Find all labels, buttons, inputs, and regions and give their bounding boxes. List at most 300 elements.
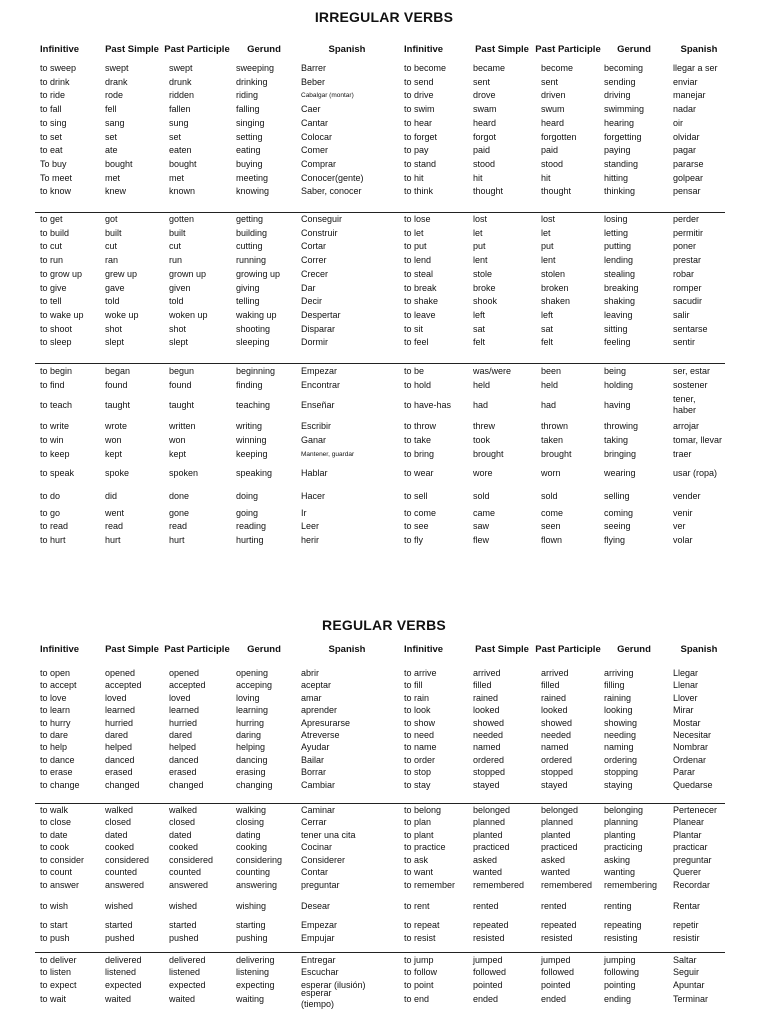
regular-cell-past-participle-2: pointed bbox=[541, 979, 571, 990]
irregular-cell-past-participle: done bbox=[169, 490, 190, 501]
regular-cell-infinitive: to push bbox=[40, 932, 70, 943]
irregular-cell-past-simple-2: lost bbox=[473, 214, 488, 224]
irregular-cell-spanish: Conocer(gente) bbox=[301, 172, 364, 183]
irregular-cell-past-simple: sang bbox=[105, 117, 125, 128]
irregular-cell-gerund-2: hearing bbox=[604, 117, 635, 128]
regular-cell-past-simple-2: resisted bbox=[473, 932, 505, 943]
irregular-cell-past-participle: given bbox=[169, 282, 191, 293]
regular-cell-spanish: tener una cita bbox=[301, 829, 356, 840]
irregular-cell-past-simple-2: left bbox=[473, 309, 486, 320]
irregular-cell-past-participle-2: swum bbox=[541, 104, 565, 115]
irregular-cell-spanish: Correr bbox=[301, 255, 327, 266]
regular-cell-past-simple: started bbox=[105, 920, 133, 931]
irregular-cell-past-participle: run bbox=[169, 255, 183, 266]
irregular-cell-past-participle-2: lent bbox=[541, 255, 556, 266]
irregular-cell-infinitive-2: to throw bbox=[404, 421, 437, 432]
regular-cell-gerund: helping bbox=[236, 742, 266, 753]
irregular-cell-infinitive: to grow up bbox=[40, 268, 83, 279]
irregular-cell-infinitive-2: to lend bbox=[404, 255, 432, 266]
regular-group-divider bbox=[35, 952, 725, 953]
regular-cell-gerund: listening bbox=[236, 967, 270, 978]
irregular-group-divider bbox=[35, 363, 725, 364]
regular-cell-gerund: considering bbox=[236, 854, 283, 865]
irregular-cell-infinitive-2: to lose bbox=[404, 214, 431, 224]
regular-cell-past-participle: closed bbox=[169, 817, 196, 828]
irregular-cell-spanish-2: sostener bbox=[673, 379, 708, 390]
irregular-cell-spanish: Conseguir bbox=[301, 214, 343, 224]
regular-cell-past-simple-2: wanted bbox=[473, 867, 503, 877]
regular-cell-infinitive: to dare bbox=[40, 730, 69, 740]
irregular-cell-past-simple-2: had bbox=[473, 400, 489, 411]
regular-cell-gerund: acceping bbox=[236, 680, 273, 691]
irregular-cell-past-simple: ran bbox=[105, 255, 119, 266]
irregular-cell-past-participle: swept bbox=[169, 63, 193, 73]
regular-cell-spanish: amar bbox=[301, 692, 322, 703]
irregular-cell-past-simple: shot bbox=[105, 323, 123, 334]
irregular-cell-spanish-2: traer bbox=[673, 448, 692, 459]
column-header-gerund: Gerund bbox=[247, 43, 281, 55]
irregular-cell-spanish-2: sentarse bbox=[673, 323, 708, 334]
irregular-cell-past-participle: gone bbox=[169, 507, 190, 518]
regular-cell-past-simple: delivered bbox=[105, 955, 142, 965]
regular-cell-infinitive-2: to want bbox=[404, 867, 434, 877]
irregular-cell-past-simple: slept bbox=[105, 337, 125, 348]
regular-cell-gerund: erasing bbox=[236, 767, 266, 778]
regular-cell-past-simple: considered bbox=[105, 854, 150, 865]
irregular-cell-past-simple: gave bbox=[105, 282, 125, 293]
irregular-cell-infinitive-2: to hold bbox=[404, 379, 432, 390]
regular-cell-spanish-2: Mirar bbox=[673, 705, 694, 716]
regular-cell-past-simple-2: planted bbox=[473, 829, 503, 840]
regular-cell-gerund-2: jumping bbox=[604, 955, 636, 965]
column-header-infinitive-2: Infinitive bbox=[404, 43, 444, 55]
regular-cell-gerund-2: ending bbox=[604, 994, 632, 1005]
irregular-cell-infinitive-2: to sell bbox=[404, 490, 428, 501]
regular-cell-gerund: pushing bbox=[236, 932, 268, 943]
irregular-cell-gerund-2: selling bbox=[604, 490, 630, 501]
irregular-cell-spanish-2: llegar a ser bbox=[673, 63, 718, 73]
irregular-cell-past-simple-2: lent bbox=[473, 255, 488, 266]
regular-cell-gerund: learning bbox=[236, 705, 269, 716]
regular-cell-spanish-2: Ordenar bbox=[673, 754, 707, 765]
irregular-cell-past-participle-2: left bbox=[541, 309, 554, 320]
irregular-cell-gerund: running bbox=[236, 255, 267, 266]
irregular-cell-past-simple: won bbox=[105, 434, 122, 445]
column-header-spanish: Spanish bbox=[328, 43, 366, 55]
irregular-cell-past-simple-2: saw bbox=[473, 521, 490, 532]
irregular-cell-gerund: setting bbox=[236, 131, 263, 142]
regular-cell-spanish-2: preguntar bbox=[673, 854, 712, 865]
regular-cell-spanish: Empujar bbox=[301, 932, 335, 943]
regular-cell-gerund: expecting bbox=[236, 979, 275, 990]
regular-cell-past-participle-2: rained bbox=[541, 692, 567, 703]
regular-cell-infinitive-2: to practice bbox=[404, 842, 446, 853]
irregular-cell-past-participle-2: thrown bbox=[541, 421, 569, 432]
regular-cell-gerund: cooking bbox=[236, 842, 268, 853]
regular-cell-infinitive-2: to stay bbox=[404, 779, 431, 790]
regular-cell-spanish: Bailar bbox=[301, 754, 325, 765]
irregular-cell-infinitive-2: to hear bbox=[404, 117, 433, 128]
regular-cell-gerund-2: needing bbox=[604, 730, 637, 740]
irregular-cell-past-participle: grown up bbox=[169, 268, 207, 279]
irregular-cell-past-simple-2: drove bbox=[473, 90, 496, 101]
irregular-cell-spanish-2: usar (ropa) bbox=[673, 468, 718, 479]
irregular-cell-spanish: Cabalgar (montar) bbox=[301, 92, 354, 100]
regular-cell-past-participle: delivered bbox=[169, 955, 206, 965]
irregular-cell-gerund-2: holding bbox=[604, 379, 634, 390]
irregular-cell-spanish: Cortar bbox=[301, 241, 327, 252]
irregular-cell-past-simple-2: paid bbox=[473, 145, 491, 156]
irregular-cell-gerund-2: wearing bbox=[604, 468, 636, 479]
irregular-cell-past-simple-2: sent bbox=[473, 76, 491, 87]
irregular-cell-gerund: keeping bbox=[236, 448, 268, 459]
irregular-cell-gerund-2: becoming bbox=[604, 63, 644, 73]
irregular-cell-gerund-2: lending bbox=[604, 255, 634, 266]
irregular-cell-infinitive: to build bbox=[40, 227, 70, 238]
irregular-cell-spanish-2: permitir bbox=[673, 227, 704, 238]
irregular-cell-past-simple: woke up bbox=[105, 309, 139, 320]
irregular-cell-infinitive-2: to pay bbox=[404, 145, 429, 156]
regular-cell-infinitive-2: to point bbox=[404, 979, 434, 990]
irregular-cell-past-simple: ate bbox=[105, 145, 118, 156]
irregular-cell-past-simple-2: held bbox=[473, 379, 491, 390]
regular-cell-past-participle: counted bbox=[169, 867, 202, 877]
irregular-cell-gerund: meeting bbox=[236, 172, 269, 183]
irregular-cell-past-participle: written bbox=[169, 421, 196, 432]
irregular-cell-spanish: Comer bbox=[301, 145, 329, 156]
column-header-past-participle: Past Participle bbox=[164, 43, 230, 55]
irregular-cell-gerund: sleeping bbox=[236, 337, 270, 348]
irregular-cell-spanish-2: salir bbox=[673, 309, 690, 320]
regular-cell-spanish-2: Llegar bbox=[673, 668, 699, 678]
regular-cell-past-participle-2: asked bbox=[541, 854, 566, 865]
irregular-cell-past-participle-2: flown bbox=[541, 535, 563, 545]
irregular-cell-past-simple: knew bbox=[105, 186, 127, 197]
irregular-cell-gerund: beginning bbox=[236, 366, 276, 376]
irregular-cell-spanish: Barrer bbox=[301, 63, 327, 73]
regular-group-divider bbox=[35, 803, 725, 804]
irregular-cell-past-participle: bought bbox=[169, 158, 197, 169]
regular-cell-spanish: aprender bbox=[301, 705, 338, 716]
irregular-cell-infinitive: To buy bbox=[40, 158, 67, 169]
irregular-cell-gerund-2: taking bbox=[604, 434, 629, 445]
irregular-cell-gerund-2: paying bbox=[604, 145, 631, 156]
regular-cell-gerund-2: looking bbox=[604, 705, 633, 716]
regular-cell-spanish: Empezar bbox=[301, 920, 338, 931]
regular-cell-past-simple: cooked bbox=[105, 842, 135, 853]
regular-cell-spanish-2: Parar bbox=[673, 767, 696, 778]
regular-cell-gerund: waiting bbox=[236, 994, 265, 1005]
regular-cell-past-simple-2: rained bbox=[473, 692, 499, 703]
irregular-cell-spanish: Leer bbox=[301, 521, 320, 532]
irregular-cell-past-simple: hurt bbox=[105, 535, 121, 545]
regular-cell-past-simple-2: remembered bbox=[473, 880, 525, 891]
regular-cell-past-simple: danced bbox=[105, 754, 135, 765]
regular-cell-past-simple-2: arrived bbox=[473, 668, 501, 678]
regular-cell-spanish-2: repetir bbox=[673, 920, 699, 931]
irregular-cell-past-participle-2: lost bbox=[541, 214, 556, 224]
irregular-cell-gerund-2: bringing bbox=[604, 448, 637, 459]
regular-cell-gerund-2: stopping bbox=[604, 767, 639, 778]
regular-cell-gerund-2: wanting bbox=[604, 867, 636, 877]
regular-cell-infinitive-2: to name bbox=[404, 742, 437, 753]
irregular-cell-gerund-2: swimming bbox=[604, 104, 645, 115]
irregular-cell-infinitive: to win bbox=[40, 434, 64, 445]
regular-cell-past-simple: learned bbox=[105, 705, 136, 716]
irregular-cell-infinitive-2: to break bbox=[404, 282, 437, 293]
irregular-cell-infinitive: to write bbox=[40, 421, 70, 432]
irregular-cell-gerund-2: flying bbox=[604, 535, 626, 545]
irregular-cell-spanish-2: sentir bbox=[673, 337, 696, 348]
regular-cell-gerund-2: following bbox=[604, 967, 640, 978]
regular-cell-infinitive: to consider bbox=[40, 854, 85, 865]
irregular-cell-past-participle: drunk bbox=[169, 76, 192, 87]
irregular-cell-spanish: Saber, conocer bbox=[301, 186, 362, 197]
regular-cell-gerund: answering bbox=[236, 880, 278, 891]
regular-cell-spanish: Ayudar bbox=[301, 742, 330, 753]
irregular-cell-gerund: falling bbox=[236, 104, 260, 115]
irregular-cell-past-simple-2: stood bbox=[473, 158, 496, 169]
irregular-cell-spanish: Mantener, guardar bbox=[301, 450, 355, 458]
regular-cell-past-simple: counted bbox=[105, 867, 138, 877]
regular-cell-infinitive-2: to need bbox=[404, 730, 435, 740]
irregular-cell-past-simple: set bbox=[105, 131, 118, 142]
irregular-cell-past-simple-2: forgot bbox=[473, 131, 497, 142]
irregular-cell-spanish-2: tener, haber bbox=[673, 394, 697, 416]
column-header-past-participle-2: Past Participle bbox=[535, 43, 601, 55]
regular-cell-past-simple: accepted bbox=[105, 680, 142, 691]
column-header-infinitive: Infinitive bbox=[40, 43, 80, 55]
irregular-cell-past-participle: set bbox=[169, 131, 182, 142]
irregular-cell-past-participle: told bbox=[169, 296, 184, 307]
regular-cell-gerund-2: asking bbox=[604, 854, 631, 865]
irregular-cell-past-participle-2: come bbox=[541, 507, 564, 518]
irregular-cell-past-simple-2: heard bbox=[473, 117, 497, 128]
irregular-cell-gerund-2: letting bbox=[604, 227, 629, 238]
irregular-cell-past-simple-2: thought bbox=[473, 186, 504, 197]
irregular-cell-infinitive: to hurt bbox=[40, 535, 66, 545]
regular-cell-gerund: loving bbox=[236, 692, 260, 703]
irregular-cell-infinitive-2: to put bbox=[404, 241, 427, 252]
regular-cell-past-participle-2: followed bbox=[541, 967, 575, 978]
regular-cell-infinitive: to erase bbox=[40, 767, 73, 778]
irregular-cell-past-participle-2: brought bbox=[541, 448, 572, 459]
irregular-cell-past-participle-2: taken bbox=[541, 434, 564, 445]
regular-cell-infinitive: to start bbox=[40, 920, 68, 931]
regular-cell-past-simple-2: looked bbox=[473, 705, 500, 716]
regular-cell-infinitive: to answer bbox=[40, 880, 80, 891]
regular-cell-gerund-2: planning bbox=[604, 817, 639, 828]
regular-cell-past-participle: started bbox=[169, 920, 197, 931]
irregular-cell-spanish: herir bbox=[301, 535, 320, 545]
regular-cell-past-participle: pushed bbox=[169, 932, 199, 943]
irregular-cell-spanish-2: arrojar bbox=[673, 421, 700, 432]
regular-cell-past-participle-2: wanted bbox=[541, 867, 571, 877]
regular-cell-infinitive: to change bbox=[40, 779, 80, 790]
regular-cell-infinitive: to dance bbox=[40, 754, 75, 765]
irregular-cell-spanish-2: volar bbox=[673, 535, 693, 545]
regular-cell-past-participle: danced bbox=[169, 754, 199, 765]
irregular-cell-infinitive-2: to shake bbox=[404, 296, 439, 307]
regular-cell-spanish: aceptar bbox=[301, 680, 332, 691]
regular-cell-spanish-2: Rentar bbox=[673, 900, 701, 911]
regular-cell-spanish-2: Terminar bbox=[673, 994, 709, 1005]
regular-cell-spanish-2: Llover bbox=[673, 692, 698, 703]
irregular-cell-past-simple: went bbox=[105, 507, 125, 518]
regular-cell-infinitive-2: to ask bbox=[404, 854, 429, 865]
regular-cell-past-participle: loved bbox=[169, 692, 191, 703]
regular-cell-past-simple: dared bbox=[105, 730, 129, 740]
irregular-cell-past-simple-2: sold bbox=[473, 490, 490, 501]
irregular-cell-spanish: Dar bbox=[301, 282, 316, 293]
irregular-cell-past-participle-2: hit bbox=[541, 172, 551, 183]
regular-cell-spanish-2: practicar bbox=[673, 842, 708, 853]
irregular-cell-infinitive: to find bbox=[40, 379, 65, 390]
column-header-past-simple: Past Simple bbox=[105, 643, 159, 655]
regular-cell-infinitive: to deliver bbox=[40, 955, 77, 965]
regular-cell-past-participle-2: needed bbox=[541, 730, 572, 740]
irregular-cell-spanish-2: enviar bbox=[673, 76, 698, 87]
irregular-cell-infinitive: to run bbox=[40, 255, 64, 266]
irregular-cell-gerund: shooting bbox=[236, 323, 271, 334]
irregular-cell-past-participle-2: put bbox=[541, 241, 554, 252]
regular-cell-spanish: Considerer bbox=[301, 854, 346, 865]
irregular-cell-spanish: Hablar bbox=[301, 468, 328, 479]
regular-cell-spanish-2: Necesitar bbox=[673, 730, 712, 740]
regular-cell-gerund: opening bbox=[236, 668, 269, 678]
regular-cell-past-participle-2: resisted bbox=[541, 932, 573, 943]
irregular-cell-gerund: doing bbox=[236, 490, 259, 501]
irregular-cell-past-participle: taught bbox=[169, 400, 195, 411]
irregular-cell-past-participle-2: paid bbox=[541, 145, 559, 156]
irregular-cell-past-simple-2: sat bbox=[473, 323, 486, 334]
regular-cell-spanish: Borrar bbox=[301, 767, 327, 778]
regular-cell-gerund-2: pointing bbox=[604, 979, 636, 990]
regular-cell-infinitive: to close bbox=[40, 817, 72, 828]
irregular-cell-infinitive: to keep bbox=[40, 448, 70, 459]
regular-cell-gerund-2: planting bbox=[604, 829, 636, 840]
regular-cell-gerund-2: resisting bbox=[604, 932, 638, 943]
irregular-cell-infinitive: to drink bbox=[40, 76, 70, 87]
regular-cell-past-participle: listened bbox=[169, 967, 201, 978]
regular-cell-infinitive: to walk bbox=[40, 805, 69, 815]
irregular-cell-spanish: Empezar bbox=[301, 366, 338, 376]
irregular-cell-gerund-2: putting bbox=[604, 241, 632, 252]
irregular-cell-gerund-2: standing bbox=[604, 158, 639, 169]
irregular-cell-infinitive-2: to take bbox=[404, 434, 432, 445]
irregular-cell-spanish-2: oir bbox=[673, 117, 684, 128]
irregular-cell-past-participle: spoken bbox=[169, 468, 199, 479]
regular-cell-spanish: Desear bbox=[301, 900, 331, 911]
irregular-cell-infinitive-2: to hit bbox=[404, 172, 424, 183]
irregular-cell-gerund-2: leaving bbox=[604, 309, 633, 320]
irregular-cell-gerund-2: coming bbox=[604, 507, 634, 518]
irregular-cell-past-participle-2: shaken bbox=[541, 296, 571, 307]
irregular-cell-infinitive: to shoot bbox=[40, 323, 73, 334]
irregular-cell-past-simple: taught bbox=[105, 400, 131, 411]
irregular-cell-infinitive: to sing bbox=[40, 117, 67, 128]
regular-cell-past-participle: answered bbox=[169, 880, 209, 891]
regular-cell-spanish: Atreverse bbox=[301, 730, 340, 740]
irregular-cell-infinitive-2: to send bbox=[404, 76, 434, 87]
irregular-cell-past-participle-2: sent bbox=[541, 76, 559, 87]
irregular-cell-past-simple: got bbox=[105, 214, 118, 224]
regular-cell-spanish-2: Nombrar bbox=[673, 742, 709, 753]
irregular-cell-past-participle: eaten bbox=[169, 145, 192, 156]
regular-cell-past-participle: dared bbox=[169, 730, 193, 740]
irregular-cell-past-simple-2: shook bbox=[473, 296, 498, 307]
regular-cell-infinitive: to expect bbox=[40, 979, 77, 990]
regular-cell-gerund-2: repeating bbox=[604, 920, 642, 931]
regular-cell-past-simple: expected bbox=[105, 979, 142, 990]
regular-cell-infinitive: to learn bbox=[40, 705, 71, 716]
regular-cell-past-participle-2: belonged bbox=[541, 805, 579, 815]
regular-cell-spanish: esperar (ilusión) bbox=[301, 979, 366, 990]
irregular-cell-gerund: singing bbox=[236, 117, 265, 128]
regular-cell-spanish-2: Plantar bbox=[673, 829, 702, 840]
irregular-cell-past-participle-2: heard bbox=[541, 117, 565, 128]
regular-cell-past-simple: opened bbox=[105, 668, 136, 678]
regular-cell-past-simple: listened bbox=[105, 967, 137, 978]
column-header-gerund: Gerund bbox=[247, 643, 281, 655]
irregular-cell-past-participle-2: worn bbox=[541, 468, 561, 479]
regular-cell-past-simple-2: asked bbox=[473, 854, 498, 865]
regular-cell-past-simple-2: planned bbox=[473, 817, 506, 828]
column-header-past-simple-2: Past Simple bbox=[475, 643, 529, 655]
irregular-cell-past-simple-2: brought bbox=[473, 448, 504, 459]
regular-cell-infinitive-2: to stop bbox=[404, 767, 432, 778]
regular-cell-past-participle: helped bbox=[169, 742, 197, 753]
irregular-cell-infinitive: to tell bbox=[40, 296, 62, 307]
irregular-cell-past-participle-2: become bbox=[541, 63, 574, 73]
irregular-cell-past-simple-2: let bbox=[473, 227, 483, 238]
regular-cell-past-participle: wished bbox=[169, 900, 198, 911]
irregular-cell-past-participle: begun bbox=[169, 366, 195, 376]
regular-cell-spanish-2: Recordar bbox=[673, 880, 711, 891]
regular-cell-past-participle: opened bbox=[169, 668, 200, 678]
irregular-cell-gerund-2: being bbox=[604, 366, 627, 376]
irregular-cell-infinitive: to give bbox=[40, 282, 67, 293]
regular-cell-spanish: Apresurarse bbox=[301, 717, 351, 728]
irregular-cell-spanish-2: ver bbox=[673, 521, 686, 532]
regular-cell-past-participle: dated bbox=[169, 829, 192, 840]
irregular-cell-gerund-2: shaking bbox=[604, 296, 636, 307]
regular-cell-past-participle: walked bbox=[169, 805, 198, 815]
irregular-cell-infinitive: to sweep bbox=[40, 63, 77, 73]
regular-cell-spanish: esperar (tiempo) bbox=[301, 988, 335, 1010]
irregular-cell-past-simple: began bbox=[105, 366, 131, 376]
regular-cell-infinitive: to help bbox=[40, 742, 68, 753]
regular-cell-gerund: starting bbox=[236, 920, 266, 931]
regular-cell-past-simple: waited bbox=[105, 994, 132, 1005]
regular-cell-past-participle: learned bbox=[169, 705, 200, 716]
irregular-cell-spanish-2: prestar bbox=[673, 255, 702, 266]
irregular-cell-past-simple: spoke bbox=[105, 468, 130, 479]
irregular-cell-gerund-2: seeing bbox=[604, 521, 631, 532]
column-header-infinitive: Infinitive bbox=[40, 643, 80, 655]
irregular-cell-spanish: Beber bbox=[301, 76, 326, 87]
irregular-cell-past-simple: met bbox=[105, 172, 121, 183]
regular-cell-gerund: counting bbox=[236, 867, 271, 877]
irregular-cell-infinitive-2: to see bbox=[404, 521, 429, 532]
irregular-cell-past-participle-2: stood bbox=[541, 158, 564, 169]
irregular-cell-infinitive: to read bbox=[40, 521, 69, 532]
irregular-cell-spanish-2: romper bbox=[673, 282, 702, 293]
regular-cell-past-simple: erased bbox=[105, 767, 133, 778]
irregular-cell-gerund: sweeping bbox=[236, 63, 275, 73]
irregular-cell-spanish: Dormir bbox=[301, 337, 328, 348]
irregular-cell-past-participle: found bbox=[169, 379, 192, 390]
